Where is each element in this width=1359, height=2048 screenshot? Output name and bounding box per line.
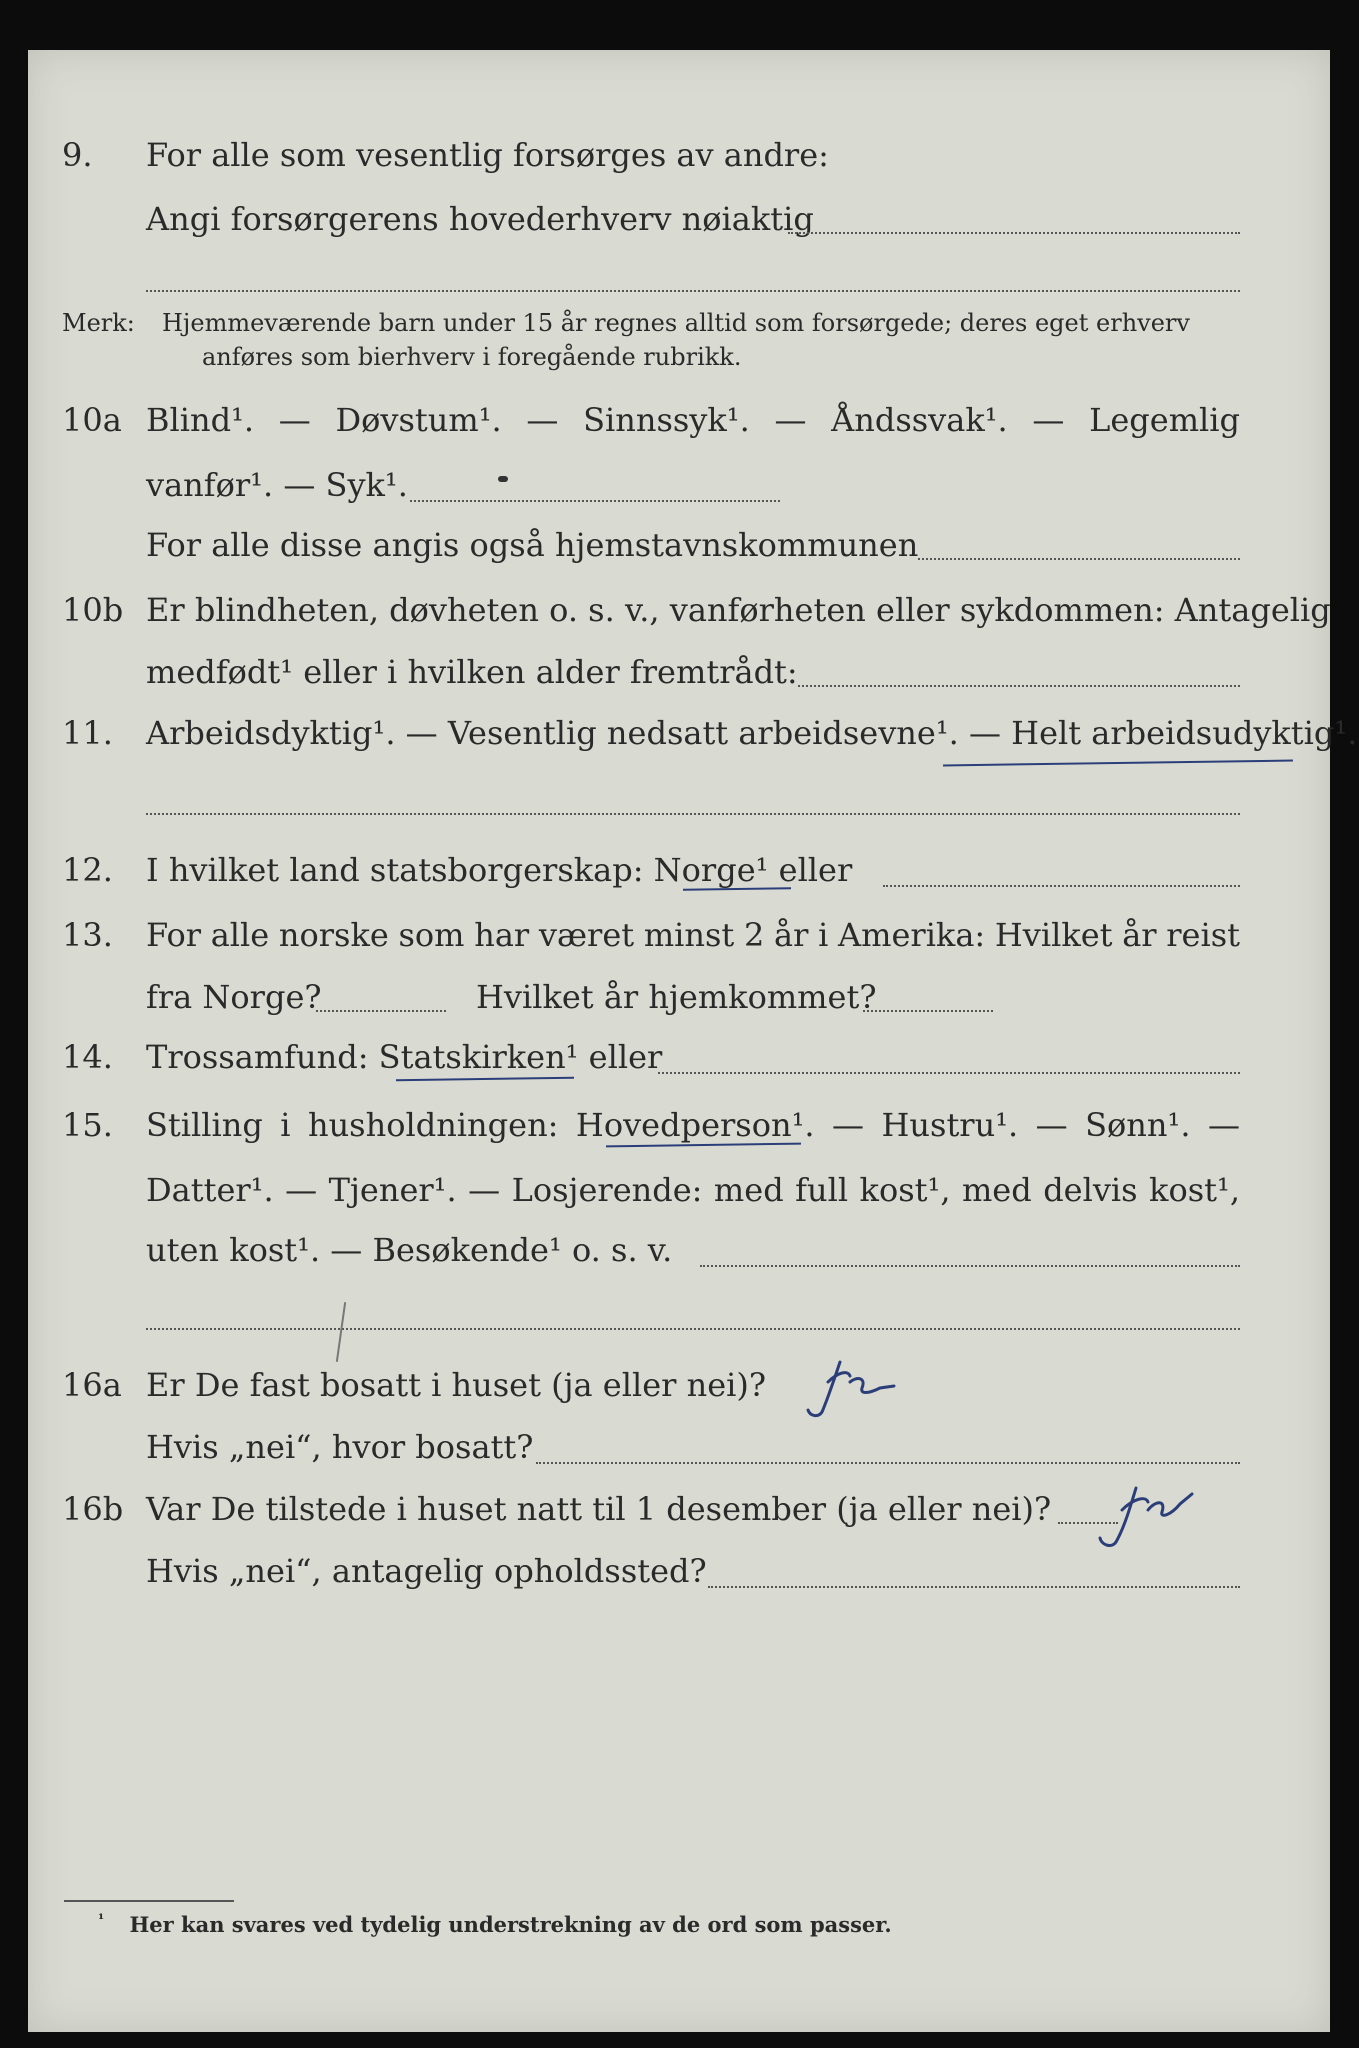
q15-answer-line[interactable] [700, 1265, 1240, 1267]
dash: — [1035, 1106, 1068, 1144]
q15-row-1 [28, 1100, 1330, 1150]
q13-text-2b: Hvilket år hjemkommet? [476, 978, 877, 1016]
q10a-options [146, 395, 1240, 445]
q16a-row-2 [28, 1422, 1330, 1472]
q10b-answer-line[interactable] [798, 685, 1240, 687]
q10a-text-3: For alle disse angis også hjemstavnskommunen [146, 526, 919, 564]
q13-word: norske [278, 916, 389, 954]
q10a-row-3 [28, 520, 1330, 570]
opt-datter[interactable]: Datter¹. [146, 1171, 274, 1209]
q10a-row-2 [28, 460, 1330, 510]
q16a-number: 16a [62, 1366, 122, 1404]
q13-row-1 [28, 910, 1330, 960]
q10b-row-1 [28, 585, 1330, 635]
dash: — [1032, 401, 1065, 439]
q9-row-2 [28, 194, 1330, 244]
q12-row [28, 845, 1330, 895]
q13-word: Amerika: [838, 916, 986, 954]
opt-dovstum[interactable]: Døvstum¹. [335, 401, 502, 439]
q13-word: som [398, 916, 465, 954]
q13-word: minst [643, 916, 735, 954]
q13-reist-line[interactable] [316, 1010, 446, 1012]
footnote-mark: ¹ [98, 1912, 105, 1928]
q13-word: Hvilket [994, 916, 1113, 954]
dash: — [468, 1171, 501, 1209]
merk-text-2: anføres som bierhverv i foregående rubrikk. [202, 343, 742, 371]
q12-text: I hvilket land statsborgerskap: Norge¹ eller [146, 851, 853, 889]
q10b-text-1: Er blindheten, døvheten o. s. v., vanførheten eller sykdommen: Antagelig [146, 591, 1331, 629]
opt-hustru[interactable]: Hustru¹. [881, 1106, 1019, 1144]
q13-word: i [818, 916, 829, 954]
q9-text-1: For alle som vesentlig forsørges av andre: [146, 136, 829, 174]
dash: — [774, 401, 807, 439]
q10a-text-2: vanfør¹. — Syk¹. [146, 466, 408, 504]
underline-helt-arbeidsudyktig [943, 760, 1293, 767]
q9-text-2: Angi forsørgerens hovederhverv nøiaktig [146, 200, 814, 238]
q11-row [28, 708, 1358, 758]
dash: — [832, 1106, 865, 1144]
q16a-text-1: Er De fast bosatt i huset (ja eller nei)? [146, 1366, 767, 1404]
q15-text-3: uten kost¹. — Besøkende¹ o. s. v. [146, 1231, 673, 1269]
opt-sonn[interactable]: Sønn¹. [1085, 1106, 1191, 1144]
q10b-text-2: medfødt¹ eller i hvilken alder fremtrådt: [146, 653, 798, 691]
q13-word: alle [210, 916, 270, 954]
q15-options-1 [146, 1100, 1240, 1150]
dash: — [1207, 1106, 1240, 1144]
opt-tjener[interactable]: Tjener¹. [328, 1171, 457, 1209]
q15-word[interactable]: full [795, 1171, 849, 1209]
census-form-page [28, 50, 1358, 2032]
dash: — [278, 401, 311, 439]
q16a-row-1 [28, 1360, 1330, 1410]
q13-text-2a: fra Norge? [146, 978, 322, 1016]
footnote-text: Her kan svares ved tydelig understrekning av de ord som passer. [129, 1912, 892, 1937]
q13-text-1 [146, 910, 1240, 960]
q15-options-2 [146, 1165, 1240, 1215]
q16a-text-2: Hvis „nei“, hvor bosatt? [146, 1428, 534, 1466]
q11-number: 11. [62, 714, 113, 752]
merk-note [62, 306, 1262, 376]
merk-text-1: Hjemmeværende barn under 15 år regnes alltid som forsørgede; deres eget erhverv [162, 309, 1190, 337]
q16b-row-2 [28, 1546, 1330, 1596]
q10a-syk-line[interactable] [410, 500, 780, 502]
q13-hjemkommet-line[interactable] [863, 1010, 993, 1012]
q11-text: Arbeidsdyktig¹. — Vesentlig nedsatt arbeidsevne¹. — Helt arbeidsudyktig¹. [146, 714, 1358, 752]
q13-number: 13. [62, 916, 113, 954]
q15-extra-line[interactable] [146, 1328, 1240, 1330]
q15-row-2 [28, 1165, 1330, 1215]
q13-row-2 [28, 972, 1330, 1022]
q15-word[interactable]: kost¹, [859, 1171, 951, 1209]
q13-word: år [1122, 916, 1157, 954]
q13-word: reist [1166, 916, 1240, 954]
footnote-rule [64, 1900, 234, 1902]
q9-number: 9. [62, 136, 93, 174]
q10a-number: 10a [62, 401, 122, 439]
q15-word[interactable]: kost¹, [1149, 1171, 1240, 1209]
q14-row [28, 1032, 1330, 1082]
q16b-row-1 [28, 1484, 1330, 1534]
opt-sinnssyk[interactable]: Sinnssyk¹. [583, 401, 750, 439]
q12-number: 12. [62, 851, 113, 889]
q16b-number: 16b [62, 1490, 124, 1528]
q10b-number: 10b [62, 591, 124, 629]
q15-label: Stilling [146, 1106, 263, 1144]
ink-speck [498, 476, 508, 482]
q15-word[interactable]: delvis [1043, 1171, 1138, 1209]
q16b-text-2: Hvis „nei“, antagelig opholdssted? [146, 1552, 707, 1590]
q14-text: Trossamfund: Statskirken¹ eller [146, 1038, 663, 1076]
q13-word: 2 [743, 916, 765, 954]
q13-word: For [146, 916, 202, 954]
q13-word: år [774, 916, 809, 954]
q9-extra-line[interactable] [146, 290, 1240, 292]
merk-label: Merk: [62, 309, 135, 337]
q13-word: været [538, 916, 635, 954]
q15-word[interactable]: med [961, 1171, 1032, 1209]
q15-word[interactable]: med [713, 1171, 784, 1209]
q15-label: i [280, 1106, 291, 1144]
q13-word: har [474, 916, 530, 954]
q12-answer-line[interactable] [883, 885, 1240, 887]
q15-label: husholdningen: [307, 1106, 559, 1144]
pencil-mark [336, 1302, 346, 1362]
q9-row-1 [28, 130, 1330, 180]
opt-hovedperson[interactable]: Hovedperson¹. [575, 1106, 815, 1144]
opt-legemlig[interactable]: Legemlig [1089, 401, 1240, 439]
q9-answer-line[interactable] [788, 232, 1240, 234]
q16a-bosatt-line[interactable] [536, 1462, 1240, 1464]
q15-row-3 [28, 1225, 1330, 1275]
q16b-opholdssted-line[interactable] [708, 1586, 1240, 1588]
q14-answer-line[interactable] [658, 1072, 1240, 1074]
q11-extra-line[interactable] [146, 813, 1240, 815]
opt-andssvak[interactable]: Åndssvak¹. [831, 401, 1008, 439]
dash: — [285, 1171, 318, 1209]
opt-blind[interactable]: Blind¹. [146, 401, 255, 439]
dash: — [526, 401, 559, 439]
q16b-text-1: Var De tilstede i huset natt til 1 desember (ja eller nei)? [146, 1490, 1052, 1528]
q14-number: 14. [62, 1038, 113, 1076]
q15-losjerende: Losjerende: [511, 1171, 703, 1209]
q10a-row-1 [28, 395, 1330, 445]
q10a-kommune-line[interactable] [918, 558, 1240, 560]
q15-number: 15. [62, 1106, 113, 1144]
q10b-row-2 [28, 647, 1330, 697]
footnote [98, 1912, 892, 1937]
